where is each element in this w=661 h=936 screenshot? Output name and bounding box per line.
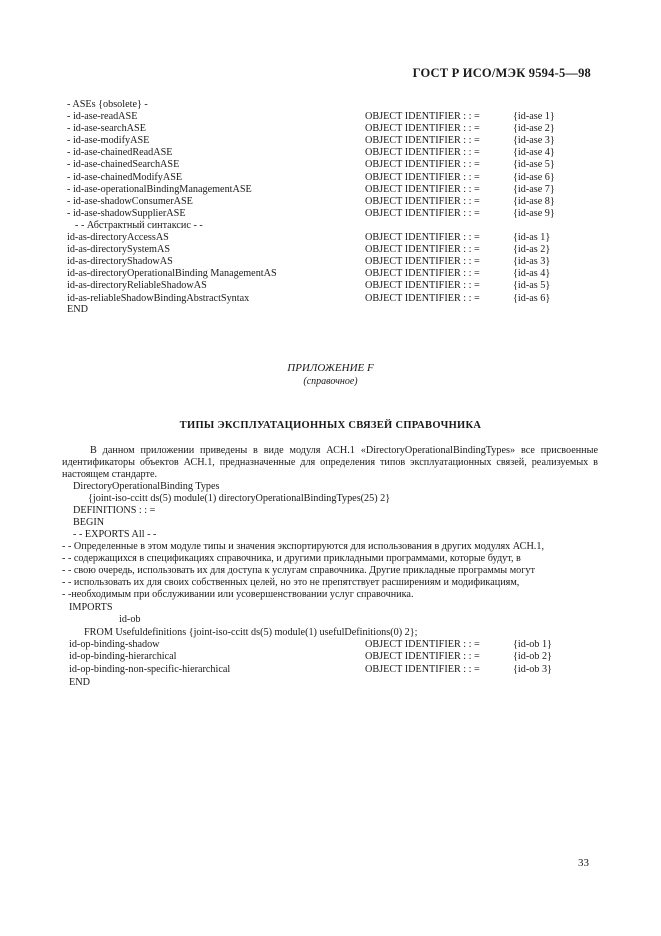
ase-row-type: OBJECT IDENTIFIER : : = — [365, 183, 480, 195]
ase-row-value: {id-ase 3} — [513, 135, 555, 147]
ob-row-name: id-op-binding-hierarchical — [69, 651, 177, 663]
ase-row-type: OBJECT IDENTIFIER : : = — [365, 207, 480, 219]
as-row-name: id-as-directoryOperationalBinding ManagementAS — [67, 268, 277, 280]
as-row-name: id-as-directoryShadowAS — [67, 256, 173, 268]
ase-row-name: - id-ase-chainedSearchASE — [67, 159, 180, 171]
ob-row-value: {id-ob 2} — [513, 651, 552, 663]
as-row-name: id-as-directoryAccessAS — [67, 232, 169, 243]
as-row-type: OBJECT IDENTIFIER : : = — [365, 232, 480, 243]
ase-row-value: {id-ase 4} — [513, 147, 555, 159]
page-number: 33 — [578, 857, 589, 869]
ob-row-value: {id-ob 3} — [513, 663, 552, 675]
ase-row-name: - id-ase-operationalBindingManagementASE — [67, 183, 252, 195]
comment-line: - - свою очередь, использовать их для доступа к услугам справочника. Другие прикладные программы могут — [62, 565, 535, 576]
section-title: ТИПЫ ЭКСПЛУАТАЦИОННЫХ СВЯЗЕЙ СПРАВОЧНИКА — [179, 420, 482, 431]
ase-row-type: OBJECT IDENTIFIER : : = — [365, 195, 480, 207]
ase-row-value: {id-ase 2} — [513, 123, 555, 135]
as-row-value: {id-as 2} — [513, 244, 551, 256]
ase-row-value: {id-ase 8} — [513, 195, 555, 207]
ase-row-type: OBJECT IDENTIFIER : : = — [365, 147, 480, 159]
module-definitions: DEFINITIONS : : = — [73, 505, 156, 516]
document-header: ГОСТ Р ИСО/МЭК 9594-5—98 — [412, 66, 591, 80]
module-begin: BEGIN — [73, 517, 105, 528]
as-row-value: {id-as 5} — [513, 280, 551, 292]
ob-row-value: {id-ob 1} — [513, 639, 552, 650]
as-row-name: id-as-directoryReliableShadowAS — [67, 280, 207, 292]
ase-row-name: - id-ase-chainedReadASE — [67, 147, 173, 159]
as-row-value: {id-as 6} — [513, 292, 551, 304]
ase-row-name: - id-ase-shadowConsumerASE — [67, 195, 193, 207]
ase-block-end: END — [67, 304, 88, 315]
ase-row-type: OBJECT IDENTIFIER : : = — [365, 111, 480, 122]
as-row-name: id-as-directorySystemAS — [67, 244, 170, 256]
ase-row-name: - id-ase-readASE — [67, 111, 138, 122]
from-line: FROM Usefuldefinitions {joint-iso-ccitt ds(5) module(1) usefulDefinitions(0) 2}; — [84, 627, 418, 638]
ase-row-value: {id-ase 5} — [513, 159, 555, 171]
ob-row-name: id-op-binding-shadow — [69, 639, 160, 650]
comment-line: - -необходимым при обслуживании или усовершенствовании услуг справочника. — [62, 589, 414, 600]
as-row-value: {id-as 1} — [513, 232, 551, 243]
imports-keyword: IMPORTS — [69, 602, 113, 613]
appendix-title: ПРИЛОЖЕНИЕ F — [287, 362, 374, 374]
ob-row-type: OBJECT IDENTIFIER : : = — [365, 639, 480, 650]
abstract-syntax-comment: - - Абстрактный синтаксис - - — [75, 220, 203, 231]
as-row-name: id-as-reliableShadowBindingAbstractSyntax — [67, 292, 250, 304]
ase-row-name: - id-ase-shadowSupplierASE — [67, 207, 186, 219]
ob-row-name: id-op-binding-non-specific-hierarchical — [69, 663, 231, 675]
import-item: id-ob — [119, 614, 141, 625]
module-name: DirectoryOperationalBinding Types — [73, 481, 220, 492]
as-row-type: OBJECT IDENTIFIER : : = — [365, 268, 480, 280]
module-exports: - - EXPORTS All - - — [73, 529, 157, 540]
ase-row-value: {id-ase 9} — [513, 207, 555, 219]
as-row-type: OBJECT IDENTIFIER : : = — [365, 292, 480, 304]
ase-row-value: {id-ase 6} — [513, 171, 555, 183]
intro-paragraph: В данном приложении приведены в виде модуля АСН.1 «DirectoryOperationalBindingTypes» все присвоенные идентификаторы объектов АСН.1, предназначенные для определения типов эксплуатационных связей, реализуемых в настоящем стандарте. — [62, 445, 598, 480]
comment-line: - - Определенные в этом модуле типы и значения экспортируются для использования в других модулях АСН.1, — [62, 541, 544, 552]
ase-row-type: OBJECT IDENTIFIER : : = — [365, 159, 480, 171]
ase-row-name: - id-ase-searchASE — [67, 123, 146, 135]
as-row-type: OBJECT IDENTIFIER : : = — [365, 256, 480, 268]
comment-line: - - использовать их для своих собственных целей, но это не препятствует расширениям и модификациям, — [62, 577, 520, 588]
ase-row-type: OBJECT IDENTIFIER : : = — [365, 135, 480, 147]
ase-row-type: OBJECT IDENTIFIER : : = — [365, 123, 480, 135]
as-row-value: {id-as 3} — [513, 256, 551, 268]
module-end: END — [69, 677, 90, 688]
ob-row-type: OBJECT IDENTIFIER : : = — [365, 663, 480, 675]
ase-intro: - ASEs {obsolete} - — [67, 99, 148, 110]
as-row-type: OBJECT IDENTIFIER : : = — [365, 244, 480, 256]
module-oid: {joint-iso-ccitt ds(5) module(1) directoryOperationalBindingTypes(25) 2} — [88, 493, 391, 504]
comment-line: - - содержащихся в спецификациях справочника, и другими прикладными программами, которые будут, в — [62, 553, 521, 564]
ase-row-value: {id-ase 7} — [513, 183, 555, 195]
ase-row-value: {id-ase 1} — [513, 111, 555, 122]
ob-row-type: OBJECT IDENTIFIER : : = — [365, 651, 480, 663]
ase-row-name: - id-ase-modifyASE — [67, 135, 150, 147]
ase-row-name: - id-ase-chainedModifyASE — [67, 171, 183, 183]
appendix-subtitle: (справочное) — [303, 376, 358, 387]
as-row-type: OBJECT IDENTIFIER : : = — [365, 280, 480, 292]
as-row-value: {id-as 4} — [513, 268, 551, 280]
ase-row-type: OBJECT IDENTIFIER : : = — [365, 171, 480, 183]
